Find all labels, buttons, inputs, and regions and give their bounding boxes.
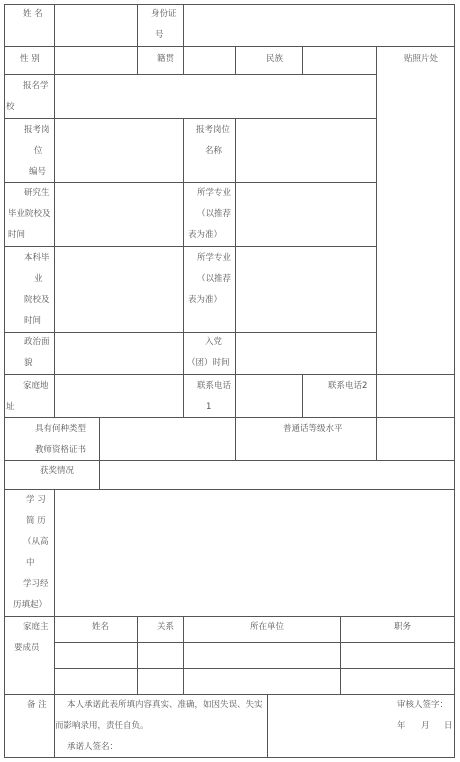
address-value-cell[interactable] xyxy=(54,374,183,417)
ethnic-value-cell[interactable] xyxy=(302,46,376,74)
name-label: 姓 名 xyxy=(23,9,43,19)
undergrad-label-line4: 时间 xyxy=(24,316,42,326)
undergrad-label-line3: 院校及 xyxy=(24,295,50,305)
id-label-line2: 号 xyxy=(155,30,164,40)
awards-label: 获奖情况 xyxy=(40,466,75,476)
phone2-value-cell[interactable] xyxy=(376,374,454,417)
family-label-line1: 家庭主 xyxy=(23,622,49,632)
remarks-label: 备 注 xyxy=(27,700,47,710)
school-value-cell[interactable] xyxy=(54,74,376,118)
undergrad-major-label-line1: 所学专业 xyxy=(197,253,232,263)
native-label: 籍贯 xyxy=(157,54,175,64)
study-label-line5: 学习经 xyxy=(23,579,49,589)
party-value-cell[interactable] xyxy=(235,332,376,374)
putonghua-label: 普通话等级水平 xyxy=(283,424,343,434)
ethnic-label: 民族 xyxy=(266,54,284,64)
id-label-line1: 身份证 xyxy=(151,9,177,19)
study-label-line4: 中 xyxy=(26,558,35,568)
family-col-relation: 关系 xyxy=(157,622,175,632)
undergrad-value-cell[interactable] xyxy=(54,246,183,332)
study-label-line6: 历填起） xyxy=(13,600,48,610)
phone1-value-cell[interactable] xyxy=(235,374,302,417)
study-label-line2: 简 历 xyxy=(26,516,46,526)
study-label-line1: 学 习 xyxy=(26,495,46,505)
family-col-name: 姓名 xyxy=(92,622,110,632)
photo-cell xyxy=(376,46,454,374)
gender-value-cell[interactable] xyxy=(54,46,137,74)
family-row2-name-cell[interactable] xyxy=(54,668,137,694)
name-value-cell[interactable] xyxy=(54,4,137,46)
position-code-label-line1: 报考岗 xyxy=(24,125,50,135)
position-name-label-line1: 报考岗位 xyxy=(196,125,231,135)
family-col-position: 职务 xyxy=(394,622,412,632)
grad-major-label-line2: （以推荐 xyxy=(197,209,232,219)
party-label-line1: 入党 xyxy=(205,337,223,347)
position-name-value-cell[interactable] xyxy=(235,118,376,182)
grad-label-line2: 毕业院校及 xyxy=(8,209,51,219)
grad-school-value-cell[interactable] xyxy=(54,182,183,246)
family-row2-employer-cell[interactable] xyxy=(183,668,340,694)
cert-label-line1: 具有何种类型 xyxy=(35,424,87,434)
undergrad-major-value-cell[interactable] xyxy=(235,246,376,332)
family-row1-relation-cell[interactable] xyxy=(137,642,183,668)
grad-major-label-line3: 表为准） xyxy=(188,230,223,240)
pledge-line1: 本人承诺此表所填内容真实、准确，如因失误、失实 xyxy=(67,700,263,710)
id-value-cell[interactable] xyxy=(183,4,454,46)
date-month: 月 xyxy=(421,721,430,731)
reviewer-label: 审核人签字： xyxy=(397,700,449,710)
undergrad-major-label-line3: 表为准） xyxy=(188,295,223,305)
undergrad-label-line1: 本科毕 xyxy=(24,253,50,263)
date-day: 日 xyxy=(444,721,453,731)
signer-label: 承诺人签名： xyxy=(67,742,119,752)
photo-label: 贴照片处 xyxy=(404,54,439,64)
position-code-label-line3: 编号 xyxy=(29,167,47,177)
cert-label-line2: 教师资格证书 xyxy=(35,445,87,455)
family-row1-position-cell[interactable] xyxy=(340,642,454,668)
awards-value-cell[interactable] xyxy=(99,460,454,489)
family-row2-relation-cell[interactable] xyxy=(137,668,183,694)
school-label-line1: 报名学 xyxy=(23,81,49,91)
political-value-cell[interactable] xyxy=(54,332,183,374)
school-label-line2: 校 xyxy=(6,102,15,112)
family-col-employer: 所在单位 xyxy=(250,622,285,632)
grad-label-line3: 时间 xyxy=(8,230,26,240)
native-value-cell[interactable] xyxy=(183,46,235,74)
phone1-label-line2: 1 xyxy=(206,402,212,412)
putonghua-value-cell[interactable] xyxy=(376,417,454,460)
family-label-line2: 要成员 xyxy=(14,643,40,653)
undergrad-major-label-line2: （以推荐 xyxy=(197,274,232,284)
gender-label: 性 别 xyxy=(20,54,40,64)
political-label-line1: 政治面 xyxy=(24,337,50,347)
family-row2-position-cell[interactable] xyxy=(340,668,454,694)
address-label-line1: 家庭地 xyxy=(23,381,49,391)
family-row1-employer-cell[interactable] xyxy=(183,642,340,668)
position-name-label-line2: 名称 xyxy=(205,146,223,156)
family-row1-name-cell[interactable] xyxy=(54,642,137,668)
date-year: 年 xyxy=(397,721,406,731)
table-right-border xyxy=(454,4,455,758)
grad-label-line1: 研究生 xyxy=(24,188,50,198)
grad-major-value-cell[interactable] xyxy=(235,182,376,246)
study-label-line3: （从高 xyxy=(23,537,49,547)
phone2-label: 联系电话2 xyxy=(328,381,368,391)
position-code-label-line2: 位 xyxy=(34,146,43,156)
study-history-value-cell[interactable] xyxy=(54,489,454,616)
political-label-line2: 貌 xyxy=(24,358,33,368)
party-label-line2: （团）时间 xyxy=(187,358,230,368)
grad-major-label-line1: 所学专业 xyxy=(197,188,232,198)
phone1-label-line1: 联系电话 xyxy=(197,381,232,391)
undergrad-label-line2: 业 xyxy=(34,274,43,284)
position-code-value-cell[interactable] xyxy=(54,118,183,182)
address-label-line2: 址 xyxy=(6,402,15,412)
cert-value-cell[interactable] xyxy=(99,417,235,460)
pledge-line2: 而影响录用，责任自负。 xyxy=(55,721,149,731)
